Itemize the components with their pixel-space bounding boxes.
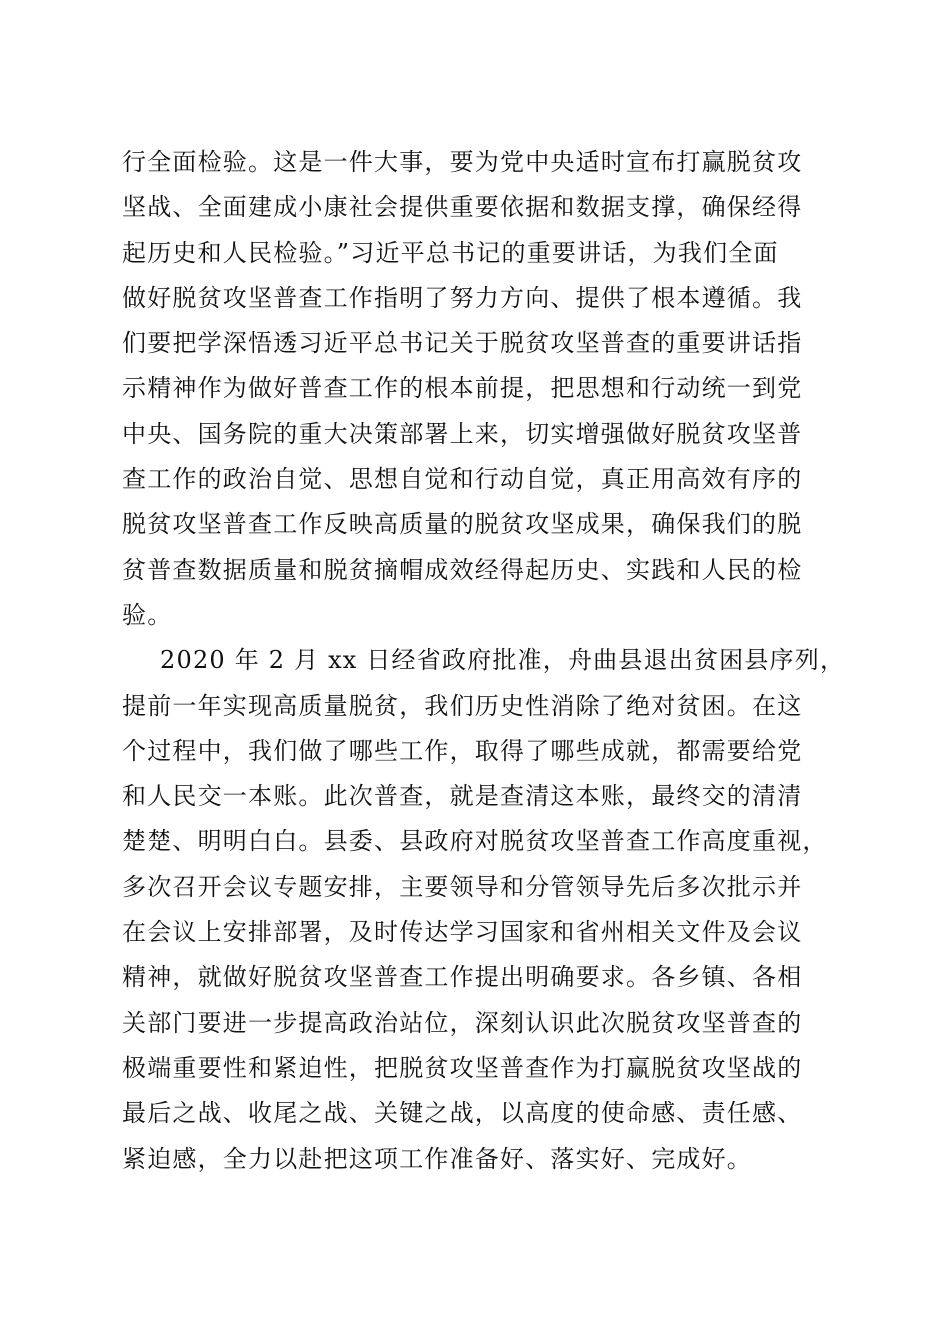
text-line: 行全面检验。这是一件大事，要为党中央适时宣布打赢脱贫攻 (122, 148, 803, 176)
text-line: 精神，就做好脱贫攻坚普查工作提出明确要求。各乡镇、各相 (122, 963, 803, 992)
text-line: 在会议上安排部署，及时传达学习国家和省州相关文件及会议 (122, 918, 803, 947)
text-line: 坚战、全面建成小康社会提供重要依据和数据支撑，确保经得 (122, 193, 803, 222)
document-body (122, 140, 846, 1182)
paragraph-1 (122, 140, 842, 638)
text-line: 和人民交一本账。此次普查，就是查清这本账，最终交的清清 (122, 782, 803, 811)
text-line-first: 2020 年 2 月 xx 日经省政府批准，舟曲县退出贫困县序列， (160, 646, 846, 675)
text-line: 中央、国务院的重大决策部署上来，切实增强做好脱贫攻坚普 (122, 419, 803, 448)
text-line: 们要把学深悟透习近平总书记关于脱贫攻坚普查的重要讲话指 (122, 329, 803, 358)
text-line: 查工作的政治自觉、思想自觉和行动自觉，真正用高效有序的 (122, 465, 803, 494)
text-line: 极端重要性和紧迫性，把脱贫攻坚普查作为打赢脱贫攻坚战的 (122, 1053, 803, 1082)
text-line: 最后之战、收尾之战、关键之战，以高度的使命感、责任感、 (122, 1099, 803, 1128)
text-line: 楚楚、明明白白。县委、县政府对脱贫攻坚普查工作高度重视， (122, 827, 828, 856)
text-line: 多次召开会议专题安排，主要领导和分管领导先后多次批示并 (122, 872, 803, 901)
text-line: 示精神作为做好普查工作的根本前提，把思想和行动统一到党 (122, 374, 803, 403)
text-line: 贫普查数据质量和脱贫摘帽成效经得起历史、实践和人民的检 (122, 555, 803, 584)
text-line: 验。 (122, 600, 173, 629)
text-line: 关部门要进一步提高政治站位，深刻认识此次脱贫攻坚普查的 (122, 1008, 803, 1037)
paragraph-2 (122, 638, 846, 1182)
text-line: 提前一年实现高质量脱贫，我们历史性消除了绝对贫困。在这 (122, 691, 803, 720)
text-line: 做好脱贫攻坚普查工作指明了努力方向、提供了根本遵循。我 (122, 283, 803, 312)
text-line: 紧迫感，全力以赴把这项工作准备好、落实好、完成好。 (122, 1144, 752, 1173)
text-line: 个过程中，我们做了哪些工作，取得了哪些成就，都需要给党 (122, 736, 803, 765)
text-line: 起历史和人民检验。”习近平总书记的重要讲话，为我们全面 (122, 238, 779, 267)
text-line: 脱贫攻坚普查工作反映高质量的脱贫攻坚成果，确保我们的脱 (122, 510, 803, 539)
